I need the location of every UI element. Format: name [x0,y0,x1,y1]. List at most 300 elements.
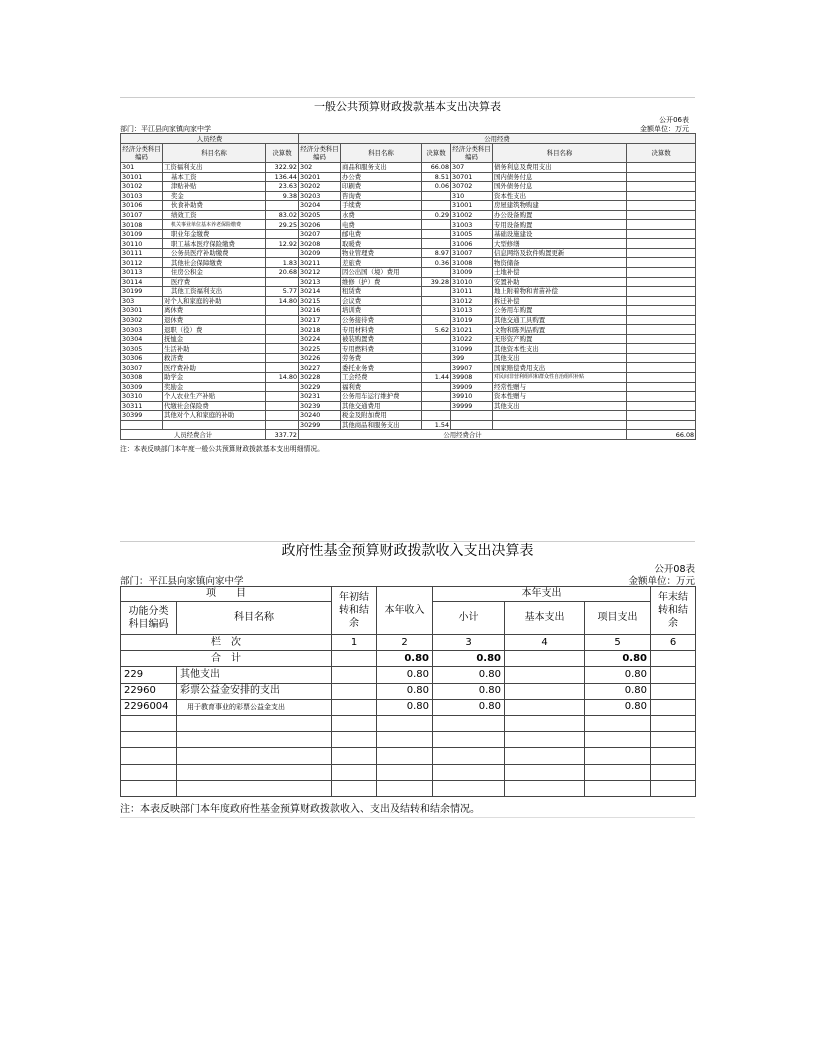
row-amount: 0.36 [422,258,451,268]
row-amount [627,201,696,211]
row-amount [266,353,299,363]
row-name [493,420,627,430]
header-amount: 决算数 [627,144,696,163]
header-amount: 决算数 [266,144,299,163]
row-code: 30308 [121,373,163,383]
row-code: 31022 [451,334,493,344]
department-label: 部门：平江县向家镇向家中学 [120,576,244,587]
row-amount [627,258,696,268]
row-name: 救济费 [163,353,266,363]
row-amount [422,201,451,211]
row-name: 职工基本医疗保险缴费 [163,239,266,249]
row-amount [266,344,299,354]
row-code: 30109 [121,229,163,239]
row-name: 其他交通费用 [341,401,422,411]
table-row [121,780,696,796]
row-subtotal: 0.80 [433,683,505,699]
header-end-balance: 年末结转和结余 [651,587,696,635]
row-code: 31099 [451,344,493,354]
sheet-meta [120,561,695,586]
row-amount [422,191,451,201]
header-code: 功能分类科目编码 [121,602,177,635]
row-amount: 1.54 [422,420,451,430]
fund-budget-body [121,667,696,797]
row-amount: 8.97 [422,248,451,258]
form-number: 公开08表 [654,564,695,575]
row-name: 水费 [341,210,422,220]
column-index: 3 [433,635,505,651]
header-basic: 基本支出 [505,602,585,635]
header-begin-balance: 年初结转和结余 [332,587,377,635]
row-code: 30239 [299,401,341,411]
row-name: 离休费 [163,306,266,316]
form-number: 公开06表 [659,116,689,124]
row-name: 对民间非营利组织和群众性自治组织补贴 [493,373,627,383]
row-amount: 9.38 [266,191,299,201]
row-code: 30101 [121,172,163,182]
row-code: 31010 [451,277,493,287]
row-name: 经常性赠与 [493,382,627,392]
row-code: 31002 [451,210,493,220]
sheet-meta [120,115,695,133]
header-name: 科目名称 [493,144,627,163]
row-name: 其他商品和服务支出 [341,420,422,430]
table-row [121,268,696,278]
header-name: 科目名称 [341,144,422,163]
row-name [177,732,332,748]
row-code: 31021 [451,325,493,335]
total-basic [505,651,585,667]
row-code: 30202 [299,182,341,192]
row-code: 303 [121,296,163,306]
row-name: 咨询费 [341,191,422,201]
table-row [121,748,696,764]
table-row [121,353,696,363]
row-income: 0.80 [377,667,433,683]
row-begin [332,667,377,683]
row-name: 住房公积金 [163,268,266,278]
row-code: 30399 [121,411,163,421]
row-code: 30207 [299,229,341,239]
row-amount [627,392,696,402]
row-code: 301 [121,163,163,173]
row-subtotal: 0.80 [433,667,505,683]
column-index-label: 栏 次 [121,635,332,651]
row-basic [505,683,585,699]
row-begin [332,683,377,699]
row-name: 印刷费 [341,182,422,192]
row-name: 物业管理费 [341,248,422,258]
row-name: 培训费 [341,306,422,316]
row-code: 30306 [121,353,163,363]
row-amount [266,334,299,344]
row-name: 拆迁补偿 [493,296,627,306]
row-code: 30201 [299,172,341,182]
table-row [121,344,696,354]
table-row [121,420,696,430]
row-code: 30702 [451,182,493,192]
row-name: 代缴社会保险费 [163,401,266,411]
row-amount: 0.06 [422,182,451,192]
row-name: 伙食补助费 [163,201,266,211]
row-name: 机关事业单位基本养老保险缴费 [163,220,266,230]
table-row [121,764,696,780]
row-code [121,420,163,430]
row-name: 基本工资 [163,172,266,182]
row-name [177,748,332,764]
row-code [121,715,177,731]
row-end [651,764,696,780]
row-end [651,715,696,731]
row-code: 30211 [299,258,341,268]
row-code: 229 [121,667,177,683]
row-amount [627,220,696,230]
row-code: 39999 [451,401,493,411]
row-end [651,683,696,699]
row-code: 30229 [299,382,341,392]
row-code: 31009 [451,268,493,278]
row-amount: 5.77 [266,287,299,297]
row-name [163,420,266,430]
row-begin [332,780,377,796]
header-code: 经济分类科目编码 [122,145,161,161]
row-amount [627,334,696,344]
fund-budget-table [120,586,696,797]
row-end [651,780,696,796]
row-code: 30240 [299,411,341,421]
row-name: 抚恤金 [163,334,266,344]
row-code: 30224 [299,334,341,344]
row-amount [422,239,451,249]
table-row [121,287,696,297]
row-code: 399 [451,353,493,363]
row-code: 30305 [121,344,163,354]
row-code: 30215 [299,296,341,306]
row-code: 30299 [299,420,341,430]
row-income [377,780,433,796]
row-amount [627,420,696,430]
row-code: 30102 [121,182,163,192]
table-row [121,699,696,715]
basic-expenditure-body [121,163,696,430]
row-amount: 83.02 [266,210,299,220]
row-code: 30110 [121,239,163,249]
row-begin [332,748,377,764]
row-amount [266,382,299,392]
row-amount [627,182,696,192]
table-row [121,315,696,325]
row-name: 绩效工资 [163,210,266,220]
row-code: 30217 [299,315,341,325]
row-income [377,715,433,731]
row-name: 邮电费 [341,229,422,239]
column-index: 2 [377,635,433,651]
row-name: 生活补助 [163,344,266,354]
header-amount: 决算数 [422,144,451,163]
row-code: 307 [451,163,493,173]
row-name: 其他资本性支出 [493,344,627,354]
row-amount [422,220,451,230]
row-name: 差旅费 [341,258,422,268]
row-code: 22960 [121,683,177,699]
row-name: 地上附着物和青苗补偿 [493,287,627,297]
row-name: 其他工资福利支出 [163,287,266,297]
row-code: 30228 [299,373,341,383]
row-code: 30304 [121,334,163,344]
row-end [651,732,696,748]
row-code: 30203 [299,191,341,201]
row-amount [266,420,299,430]
row-amount: 14.80 [266,296,299,306]
row-name: 公务用车购置 [493,306,627,316]
row-amount [627,363,696,373]
row-name: 被装购置费 [341,334,422,344]
row-name: 彩票公益金安排的支出 [177,683,332,699]
row-amount [627,268,696,278]
row-code: 31005 [451,229,493,239]
row-amount [422,296,451,306]
column-index: 4 [505,635,585,651]
row-basic [505,732,585,748]
table-row [121,373,696,383]
row-code: 30216 [299,306,341,316]
row-code: 30309 [121,382,163,392]
total-subtotal: 0.80 [433,651,505,667]
row-code: 30212 [299,268,341,278]
row-name: 电费 [341,220,422,230]
row-amount [422,229,451,239]
row-code: 30206 [299,220,341,230]
column-index: 5 [585,635,651,651]
row-code [451,411,493,421]
table-row [121,191,696,201]
row-amount [266,363,299,373]
table-row [121,239,696,249]
table-row [121,392,696,402]
row-amount [627,344,696,354]
row-code: 31011 [451,287,493,297]
row-amount [266,392,299,402]
row-code: 31006 [451,239,493,249]
row-name: 资本性支出 [493,191,627,201]
row-name: 个人农业生产补贴 [163,392,266,402]
row-code: 30205 [299,210,341,220]
row-amount [266,325,299,335]
sheet-title: 一般公共预算财政拨款基本支出决算表 [120,97,695,115]
row-amount [422,287,451,297]
row-code: 31013 [451,306,493,316]
row-code: 30303 [121,325,163,335]
row-amount [627,229,696,239]
row-amount [627,306,696,316]
row-amount [266,201,299,211]
table-row [121,411,696,421]
row-name: 税金及附加费用 [341,411,422,421]
row-name: 安置补助 [493,277,627,287]
row-subtotal [433,780,505,796]
table-row [121,182,696,192]
row-name: 基础设施建设 [493,229,627,239]
row-income [377,748,433,764]
row-amount [627,172,696,182]
row-amount [422,382,451,392]
row-name [177,764,332,780]
row-amount [266,306,299,316]
group-header-public: 公用经费 [299,134,696,144]
row-name: 其他对个人和家庭的补助 [163,411,266,421]
row-code: 30307 [121,363,163,373]
row-name: 职业年金缴费 [163,229,266,239]
row-code [121,748,177,764]
row-code: 310 [451,191,493,201]
public-total-label: 公用经费合计 [299,430,627,440]
row-income [377,764,433,780]
table-row [121,667,696,683]
row-name: 无形资产购置 [493,334,627,344]
row-code: 30310 [121,392,163,402]
row-code: 30204 [299,201,341,211]
row-amount [627,210,696,220]
fund-budget-sheet [120,541,695,818]
row-name: 土地补偿 [493,268,627,278]
header-code: 经济分类科目编码 [452,145,491,161]
row-name: 手续费 [341,201,422,211]
row-name: 专用燃料费 [341,344,422,354]
column-index: 1 [332,635,377,651]
row-amount [266,248,299,258]
total-income: 0.80 [377,651,433,667]
table-row [121,363,696,373]
total-begin [332,651,377,667]
row-amount [266,229,299,239]
row-begin [332,715,377,731]
row-subtotal [433,748,505,764]
row-amount [627,163,696,173]
row-code: 39907 [451,363,493,373]
row-code: 30227 [299,363,341,373]
row-project: 0.80 [585,683,651,699]
row-code: 31003 [451,220,493,230]
row-code: 30701 [451,172,493,182]
row-amount [422,392,451,402]
row-amount: 39.28 [422,277,451,287]
row-code: 30108 [121,220,163,230]
row-code: 30113 [121,268,163,278]
row-name: 公务用车运行维护费 [341,392,422,402]
row-name: 奖励金 [163,382,266,392]
row-name: 文物和陈列品购置 [493,325,627,335]
table-row [121,248,696,258]
table-note: 注：本表反映部门本年度政府性基金预算财政拨款收入、支出及结转和结余情况。 [120,800,695,818]
header-income: 本年收入 [377,587,433,635]
row-name: 信息网络及软件购置更新 [493,248,627,258]
row-name [493,411,627,421]
row-amount [627,296,696,306]
row-name: 助学金 [163,373,266,383]
row-subtotal [433,715,505,731]
row-name: 国外债务付息 [493,182,627,192]
row-end [651,748,696,764]
row-code: 39908 [451,373,493,383]
table-row [121,258,696,268]
row-project [585,732,651,748]
row-name: 房屋建筑物购建 [493,201,627,211]
table-row [121,229,696,239]
row-amount: 136.44 [266,172,299,182]
header-name: 科目名称 [163,144,266,163]
row-amount: 14.80 [266,373,299,383]
sheet-title: 政府性基金预算财政拨款收入支出决算表 [120,541,695,561]
row-name: 其他支出 [493,353,627,363]
row-subtotal: 0.80 [433,699,505,715]
row-amount [422,363,451,373]
table-row [121,163,696,173]
row-income: 0.80 [377,683,433,699]
row-amount [627,411,696,421]
group-header-personnel: 人员经费 [121,134,299,144]
row-name: 其他支出 [177,667,332,683]
table-row [121,220,696,230]
row-project [585,715,651,731]
header-item: 项 目 [121,587,332,602]
table-row [121,277,696,287]
table-row [121,210,696,220]
row-name: 维修（护）费 [341,277,422,287]
row-code: 39909 [451,382,493,392]
personnel-total-label: 人员经费合计 [121,430,266,440]
row-amount: 0.29 [422,210,451,220]
row-name: 商品和服务支出 [341,163,422,173]
row-amount [627,239,696,249]
row-amount [627,353,696,363]
row-name: 大型修缮 [493,239,627,249]
row-amount [627,191,696,201]
row-name: 国内债务付息 [493,172,627,182]
table-row [121,401,696,411]
row-code: 30208 [299,239,341,249]
row-name: 物资储备 [493,258,627,268]
total-project: 0.80 [585,651,651,667]
row-code [451,420,493,430]
row-name: 取暖费 [341,239,422,249]
row-code: 39910 [451,392,493,402]
row-code: 30209 [299,248,341,258]
basic-expenditure-table [120,133,696,440]
row-amount [422,401,451,411]
row-name [177,780,332,796]
row-amount [422,411,451,421]
table-row [121,201,696,211]
row-amount: 322.92 [266,163,299,173]
row-code: 30112 [121,258,163,268]
row-name: 其他交通工具购置 [493,315,627,325]
row-subtotal [433,764,505,780]
row-code: 31012 [451,296,493,306]
row-name: 会议费 [341,296,422,306]
row-code: 30301 [121,306,163,316]
row-amount [422,344,451,354]
row-name: 办公费 [341,172,422,182]
row-name: 福利费 [341,382,422,392]
row-basic [505,748,585,764]
row-code: 30226 [299,353,341,363]
row-name: 医疗费 [163,277,266,287]
row-name: 用于教育事业的彩票公益金支出 [177,699,332,715]
basic-expenditure-sheet [120,97,695,453]
row-amount: 29.25 [266,220,299,230]
row-project [585,748,651,764]
row-amount [266,411,299,421]
